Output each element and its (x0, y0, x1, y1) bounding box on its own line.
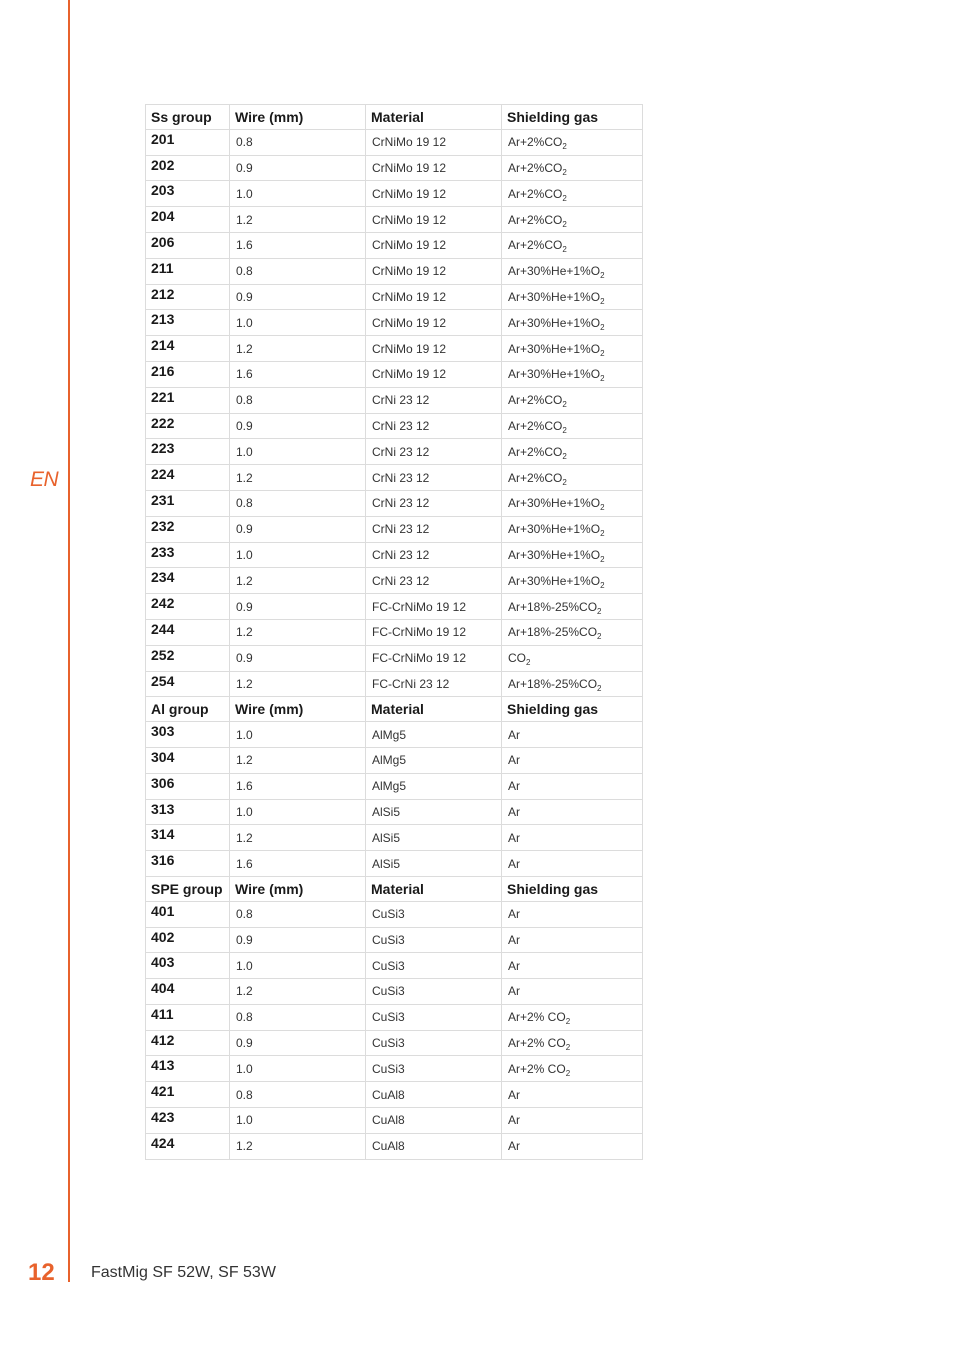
cell-material: CrNi 23 12 (366, 516, 502, 542)
cell-gas: $Ar+30\%He+1\%O_2$ (502, 490, 643, 516)
cell-group: 206 (146, 232, 230, 258)
cell-gas: $Ar+2\%CO_2$ (502, 181, 643, 207)
table-row (146, 232, 643, 258)
cell-gas: Ar (502, 747, 643, 773)
cell-wire: 1.0 (230, 542, 366, 568)
table-row (146, 413, 643, 439)
cell-gas: Ar (502, 927, 643, 953)
table-row (146, 516, 643, 542)
welding-program-table (145, 104, 643, 1160)
table-row (146, 1056, 643, 1082)
header-wire: Wire (mm) (230, 876, 366, 901)
cell-wire: 0.8 (230, 387, 366, 413)
cell-material: CrNiMo 19 12 (366, 258, 502, 284)
cell-group: 203 (146, 181, 230, 207)
cell-wire: 1.0 (230, 953, 366, 979)
cell-wire: 0.8 (230, 490, 366, 516)
cell-wire: 1.0 (230, 310, 366, 336)
cell-group: 213 (146, 310, 230, 336)
cell-group: 401 (146, 901, 230, 927)
cell-gas: Ar (502, 722, 643, 748)
cell-gas: $Ar+30\%He+1\%O_2$ (502, 258, 643, 284)
cell-material: CrNiMo 19 12 (366, 181, 502, 207)
cell-wire: 0.9 (230, 155, 366, 181)
welding-program-table-body (146, 105, 643, 1160)
header-group: Al group (146, 697, 230, 722)
cell-gas: $Ar+30\%He+1\%O_2$ (502, 336, 643, 362)
margin-rule (68, 0, 70, 1282)
cell-group: 403 (146, 953, 230, 979)
cell-material: FC-CrNiMo 19 12 (366, 645, 502, 671)
cell-wire: 1.2 (230, 671, 366, 697)
footer-title: FastMig SF 52W, SF 53W (91, 1264, 276, 1281)
cell-group: 221 (146, 387, 230, 413)
cell-wire: 0.9 (230, 284, 366, 310)
cell-wire: 1.2 (230, 336, 366, 362)
header-gas: Shielding gas (502, 105, 643, 130)
cell-wire: 0.9 (230, 927, 366, 953)
cell-material: CuAl8 (366, 1108, 502, 1134)
table-row (146, 258, 643, 284)
cell-group: 244 (146, 619, 230, 645)
cell-gas: $Ar+2\%CO_2$ (502, 207, 643, 233)
header-material: Material (366, 876, 502, 901)
table-row (146, 1004, 643, 1030)
cell-wire: 1.6 (230, 361, 366, 387)
cell-wire: 1.0 (230, 799, 366, 825)
cell-group: 252 (146, 645, 230, 671)
cell-group: 254 (146, 671, 230, 697)
cell-material: CrNi 23 12 (366, 568, 502, 594)
cell-material: CrNiMo 19 12 (366, 284, 502, 310)
cell-gas: $CO_2$ (502, 645, 643, 671)
table-row (146, 1082, 643, 1108)
cell-material: CuAl8 (366, 1082, 502, 1108)
cell-gas: $Ar+2\%CO_2$ (502, 413, 643, 439)
cell-group: 202 (146, 155, 230, 181)
cell-material: CuSi3 (366, 1056, 502, 1082)
cell-wire: 1.6 (230, 851, 366, 877)
cell-gas: $Ar+18\%-25\%CO_2$ (502, 594, 643, 620)
cell-material: CrNiMo 19 12 (366, 207, 502, 233)
cell-wire: 1.0 (230, 439, 366, 465)
cell-group: 304 (146, 747, 230, 773)
cell-group: 412 (146, 1030, 230, 1056)
cell-gas: Ar (502, 799, 643, 825)
cell-gas: $Ar+30\%He+1\%O_2$ (502, 310, 643, 336)
cell-gas: $Ar+18\%-25\%CO_2$ (502, 671, 643, 697)
cell-material: CuSi3 (366, 1004, 502, 1030)
cell-wire: 0.9 (230, 594, 366, 620)
cell-wire: 0.8 (230, 129, 366, 155)
cell-group: 222 (146, 413, 230, 439)
cell-material: CrNi 23 12 (366, 387, 502, 413)
cell-material: AlMg5 (366, 747, 502, 773)
header-material: Material (366, 697, 502, 722)
cell-gas: Ar+2% $CO_2$ (502, 1004, 643, 1030)
cell-material: FC-CrNiMo 19 12 (366, 594, 502, 620)
cell-group: 413 (146, 1056, 230, 1082)
cell-group: 211 (146, 258, 230, 284)
cell-wire: 1.2 (230, 747, 366, 773)
cell-material: CrNiMo 19 12 (366, 310, 502, 336)
cell-group: 404 (146, 979, 230, 1005)
cell-material: CuSi3 (366, 953, 502, 979)
cell-wire: 0.9 (230, 1030, 366, 1056)
table-row (146, 1133, 643, 1159)
cell-wire: 1.0 (230, 181, 366, 207)
cell-wire: 0.9 (230, 413, 366, 439)
cell-group: 216 (146, 361, 230, 387)
cell-wire: 1.2 (230, 619, 366, 645)
cell-group: 214 (146, 336, 230, 362)
header-gas: Shielding gas (502, 876, 643, 901)
cell-group: 233 (146, 542, 230, 568)
cell-wire: 1.0 (230, 722, 366, 748)
cell-group: 232 (146, 516, 230, 542)
cell-gas: $Ar+2\%CO_2$ (502, 232, 643, 258)
cell-gas: Ar (502, 901, 643, 927)
cell-group: 204 (146, 207, 230, 233)
cell-group: 242 (146, 594, 230, 620)
cell-wire: 1.2 (230, 465, 366, 491)
table-header-row (146, 697, 643, 722)
cell-group: 424 (146, 1133, 230, 1159)
cell-gas: Ar (502, 1082, 643, 1108)
cell-material: CrNiMo 19 12 (366, 336, 502, 362)
cell-material: CrNi 23 12 (366, 542, 502, 568)
cell-material: CuAl8 (366, 1133, 502, 1159)
cell-group: 316 (146, 851, 230, 877)
table-row (146, 542, 643, 568)
cell-wire: 0.9 (230, 645, 366, 671)
cell-material: CrNiMo 19 12 (366, 232, 502, 258)
cell-gas: $Ar+30\%He+1\%O_2$ (502, 361, 643, 387)
cell-wire: 1.2 (230, 979, 366, 1005)
cell-wire: 1.2 (230, 207, 366, 233)
header-group: Ss group (146, 105, 230, 130)
cell-material: CuSi3 (366, 979, 502, 1005)
table-row (146, 747, 643, 773)
table-header-row (146, 876, 643, 901)
table-row (146, 722, 643, 748)
table-row (146, 851, 643, 877)
cell-wire: 1.6 (230, 232, 366, 258)
cell-wire: 0.9 (230, 516, 366, 542)
cell-group: 421 (146, 1082, 230, 1108)
cell-wire: 0.8 (230, 1082, 366, 1108)
cell-group: 306 (146, 773, 230, 799)
cell-gas: Ar (502, 1133, 643, 1159)
cell-wire: 1.2 (230, 568, 366, 594)
cell-material: AlMg5 (366, 773, 502, 799)
cell-group: 303 (146, 722, 230, 748)
table-row (146, 207, 643, 233)
cell-wire: 1.6 (230, 773, 366, 799)
table-row (146, 825, 643, 851)
cell-group: 423 (146, 1108, 230, 1134)
cell-group: 234 (146, 568, 230, 594)
cell-gas: $Ar+18\%-25\%CO_2$ (502, 619, 643, 645)
cell-group: 402 (146, 927, 230, 953)
cell-wire: 0.8 (230, 258, 366, 284)
header-wire: Wire (mm) (230, 697, 366, 722)
cell-material: FC-CrNi 23 12 (366, 671, 502, 697)
table-header-row (146, 105, 643, 130)
header-material: Material (366, 105, 502, 130)
cell-wire: 1.0 (230, 1056, 366, 1082)
cell-material: CrNi 23 12 (366, 465, 502, 491)
table-row (146, 671, 643, 697)
cell-gas: Ar (502, 953, 643, 979)
cell-material: CuSi3 (366, 901, 502, 927)
header-wire: Wire (mm) (230, 105, 366, 130)
cell-material: CrNi 23 12 (366, 439, 502, 465)
cell-wire: 1.2 (230, 1133, 366, 1159)
cell-material: CrNi 23 12 (366, 490, 502, 516)
cell-material: CuSi3 (366, 1030, 502, 1056)
cell-gas: Ar (502, 979, 643, 1005)
cell-gas: $Ar+2\%CO_2$ (502, 129, 643, 155)
cell-gas: $Ar+30\%He+1\%O_2$ (502, 284, 643, 310)
cell-gas: $Ar+2\%CO_2$ (502, 465, 643, 491)
cell-gas: $Ar+30\%He+1\%O_2$ (502, 516, 643, 542)
header-group: SPE group (146, 876, 230, 901)
cell-material: AlSi5 (366, 799, 502, 825)
table-row (146, 336, 643, 362)
table-row (146, 129, 643, 155)
cell-gas: $Ar+2\%CO_2$ (502, 387, 643, 413)
table-row (146, 568, 643, 594)
table-row (146, 284, 643, 310)
cell-gas: $Ar+2\%CO_2$ (502, 439, 643, 465)
cell-gas: $Ar+30\%He+1\%O_2$ (502, 568, 643, 594)
cell-gas: Ar (502, 773, 643, 799)
cell-wire: 0.8 (230, 1004, 366, 1030)
cell-group: 224 (146, 465, 230, 491)
table-row (146, 901, 643, 927)
cell-material: FC-CrNiMo 19 12 (366, 619, 502, 645)
header-gas: Shielding gas (502, 697, 643, 722)
table-row (146, 1108, 643, 1134)
table-row (146, 927, 643, 953)
cell-group: 201 (146, 129, 230, 155)
table-row (146, 773, 643, 799)
table-row (146, 594, 643, 620)
table-row (146, 310, 643, 336)
cell-group: 314 (146, 825, 230, 851)
cell-group: 411 (146, 1004, 230, 1030)
cell-material: AlMg5 (366, 722, 502, 748)
cell-gas: Ar (502, 825, 643, 851)
cell-group: 231 (146, 490, 230, 516)
table-row (146, 181, 643, 207)
cell-gas: Ar+2% $CO_2$ (502, 1030, 643, 1056)
table-row (146, 619, 643, 645)
cell-material: CrNiMo 19 12 (366, 361, 502, 387)
language-tag: EN (30, 468, 59, 491)
table-row (146, 387, 643, 413)
cell-material: CrNiMo 19 12 (366, 155, 502, 181)
cell-material: CrNi 23 12 (366, 413, 502, 439)
cell-wire: 1.0 (230, 1108, 366, 1134)
cell-material: AlSi5 (366, 851, 502, 877)
page-number: 12 (28, 1259, 55, 1286)
table-row (146, 799, 643, 825)
cell-group: 223 (146, 439, 230, 465)
cell-material: AlSi5 (366, 825, 502, 851)
table-row (146, 361, 643, 387)
cell-wire: 1.2 (230, 825, 366, 851)
cell-gas: $Ar+30\%He+1\%O_2$ (502, 542, 643, 568)
table-row (146, 490, 643, 516)
table-row (146, 465, 643, 491)
cell-gas: Ar (502, 1108, 643, 1134)
table-row (146, 1030, 643, 1056)
table-row (146, 645, 643, 671)
cell-gas: Ar+2% $CO_2$ (502, 1056, 643, 1082)
cell-material: CuSi3 (366, 927, 502, 953)
table-row (146, 439, 643, 465)
cell-gas: Ar (502, 851, 643, 877)
table-row (146, 979, 643, 1005)
cell-group: 212 (146, 284, 230, 310)
cell-wire: 0.8 (230, 901, 366, 927)
cell-material: CrNiMo 19 12 (366, 129, 502, 155)
cell-group: 313 (146, 799, 230, 825)
table-row (146, 155, 643, 181)
table-row (146, 953, 643, 979)
cell-gas: $Ar+2\%CO_2$ (502, 155, 643, 181)
